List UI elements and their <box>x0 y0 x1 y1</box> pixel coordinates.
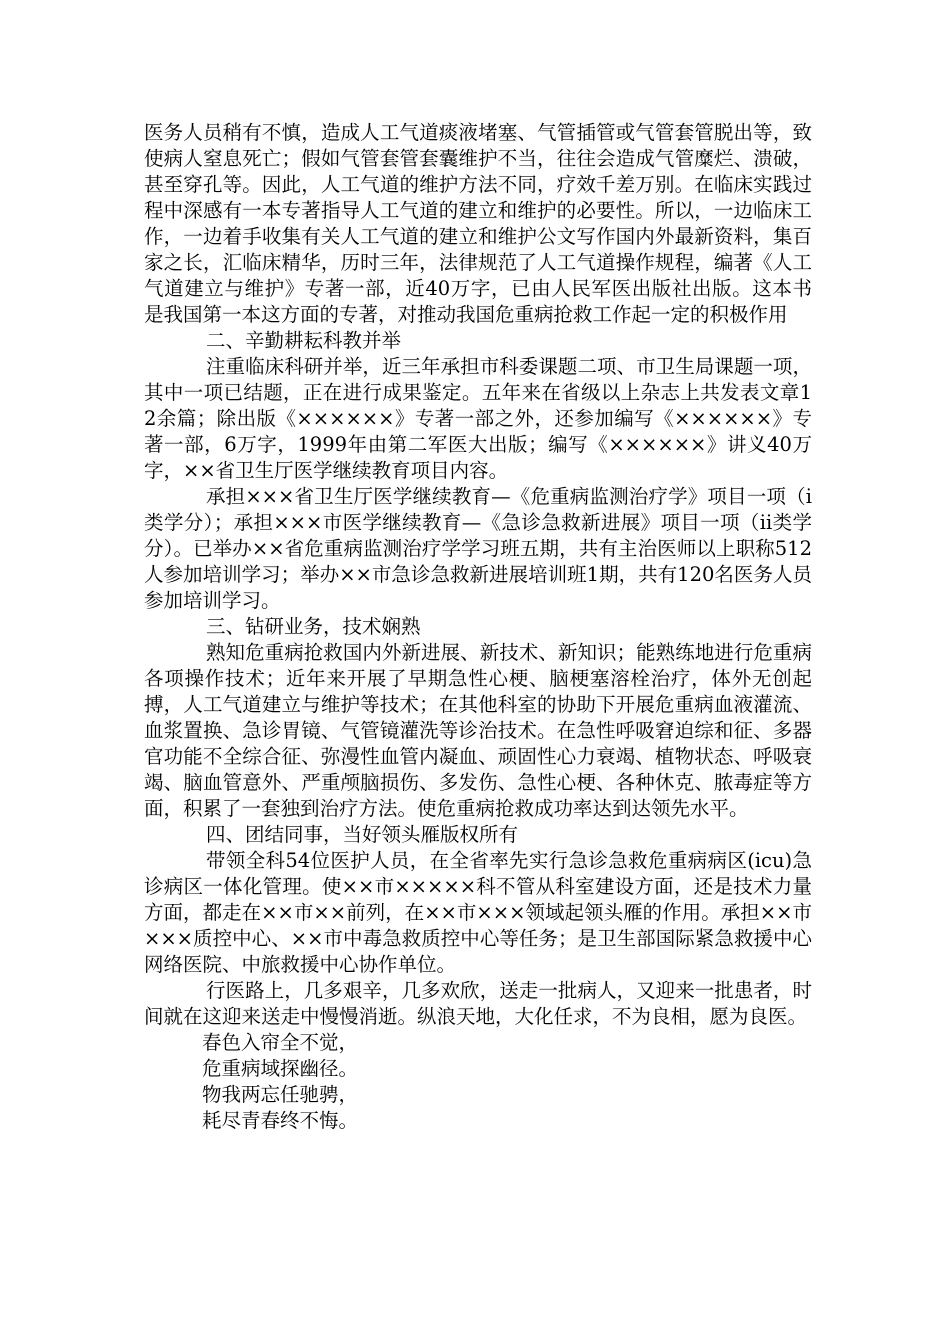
section3-paragraph-1: 熟知危重病抢救国内外新进展、新技术、新知识；能熟练地进行危重病各项操作技术；近年来开展了早期急性心梗、脑梗塞溶栓治疗，体外无创起搏，人工气道建立与维护等技术；在其他科室的协助下开展危重病血液灌流、血浆置换、急诊胃镜、气管镜灌洗等诊治技术。在急性呼吸窘迫综和征、多器官功能不全综合征、弥漫性血管内凝血、顽固性心力衰竭、植物状态、呼吸衰竭、脑血管意外、严重颅脑损伤、多发伤、急性心梗、各种休克、脓毒症等方面，积累了一套独到治疗方法。使危重病抢救成功率达到达领先水平。 <box>144 641 812 820</box>
poem <box>144 1030 812 1134</box>
section2-paragraph-1: 注重临床科研并举，近三年承担市科委课题二项、市卫生局课题一项，其中一项已结题，正在进行成果鉴定。五年来在省级以上杂志上共发表文章12余篇；除出版《××××××》专著一部之外，还参加编写《××××××》专著一部，6万字，1999年由第二军医大出版；编写《××××××》讲义40万字，××省卫生厅医学继续教育项目内容。 <box>144 355 812 482</box>
section4-paragraph-2: 行医路上，几多艰辛，几多欢欣，送走一批病人，又迎来一批患者，时间就在这迎来送走中慢慢消逝。纵浪天地，大化任求，不为良相，愿为良医。 <box>144 979 812 1028</box>
section-heading-3: 三、钻研业务，技术娴熟 <box>206 615 421 638</box>
poem-line: 春色入帘全不觉， <box>202 1031 359 1054</box>
poem-line: 耗尽青春终不悔。 <box>202 1109 359 1132</box>
poem-line: 危重病域探幽径。 <box>202 1057 359 1080</box>
section4-paragraph-1: 带领全科54位医护人员，在全省率先实行急诊急救危重病病区(icu)急诊病区一体化管理。使××市×××××科不管从科室建设方面，还是技术力量方面，都走在××市××前列，在××市×××领域起领头雁的作用。承担××市×××质控中心、××市中毒急救质控中心等任务；是卫生部国际紧急救援中心网络医院、中旅救援中心协作单位。 <box>144 849 812 976</box>
section-heading-2: 二、辛勤耕耘科教并举 <box>206 329 402 352</box>
document-page <box>144 120 812 1134</box>
section2-paragraph-2: 承担×××省卫生厅医学继续教育—《危重病监测治疗学》项目一项（ⅰ类学分）；承担×××市医学继续教育—《急诊急救新进展》项目一项（ⅱ类学分）。已举办××省危重病监测治疗学学习班五期，共有主治医师以上职称512人参加培训学习；举办××市急诊急救新进展培训班1期，共有120名医务人员参加培训学习。 <box>144 485 812 612</box>
intro-paragraph: 医务人员稍有不慎，造成人工气道痰液堵塞、气管插管或气管套管脱出等，致使病人窒息死亡；假如气管套管套囊维护不当，往往会造成气管糜烂、溃破，甚至穿孔等。因此，人工气道的维护方法不同，疗效千差万别。在临床实践过程中深感有一本专著指导人工气道的建立和维护的必要性。所以，一边临床工作，一边着手收集有关人工气道的建立和维护公文写作国内外最新资料，集百家之长，汇临床精华，历时三年，法律规范了人工气道操作规程，编著《人工气道建立与维护》专著一部，近40万字，已由人民军医出版社出版。这本书是我国第一本这方面的专著，对推动我国危重病抢救工作起一定的积极作用 <box>144 121 812 326</box>
poem-line: 物我两忘任驰骋， <box>202 1083 359 1106</box>
section-heading-4: 四、团结同事，当好领头雁版权所有 <box>206 823 519 846</box>
